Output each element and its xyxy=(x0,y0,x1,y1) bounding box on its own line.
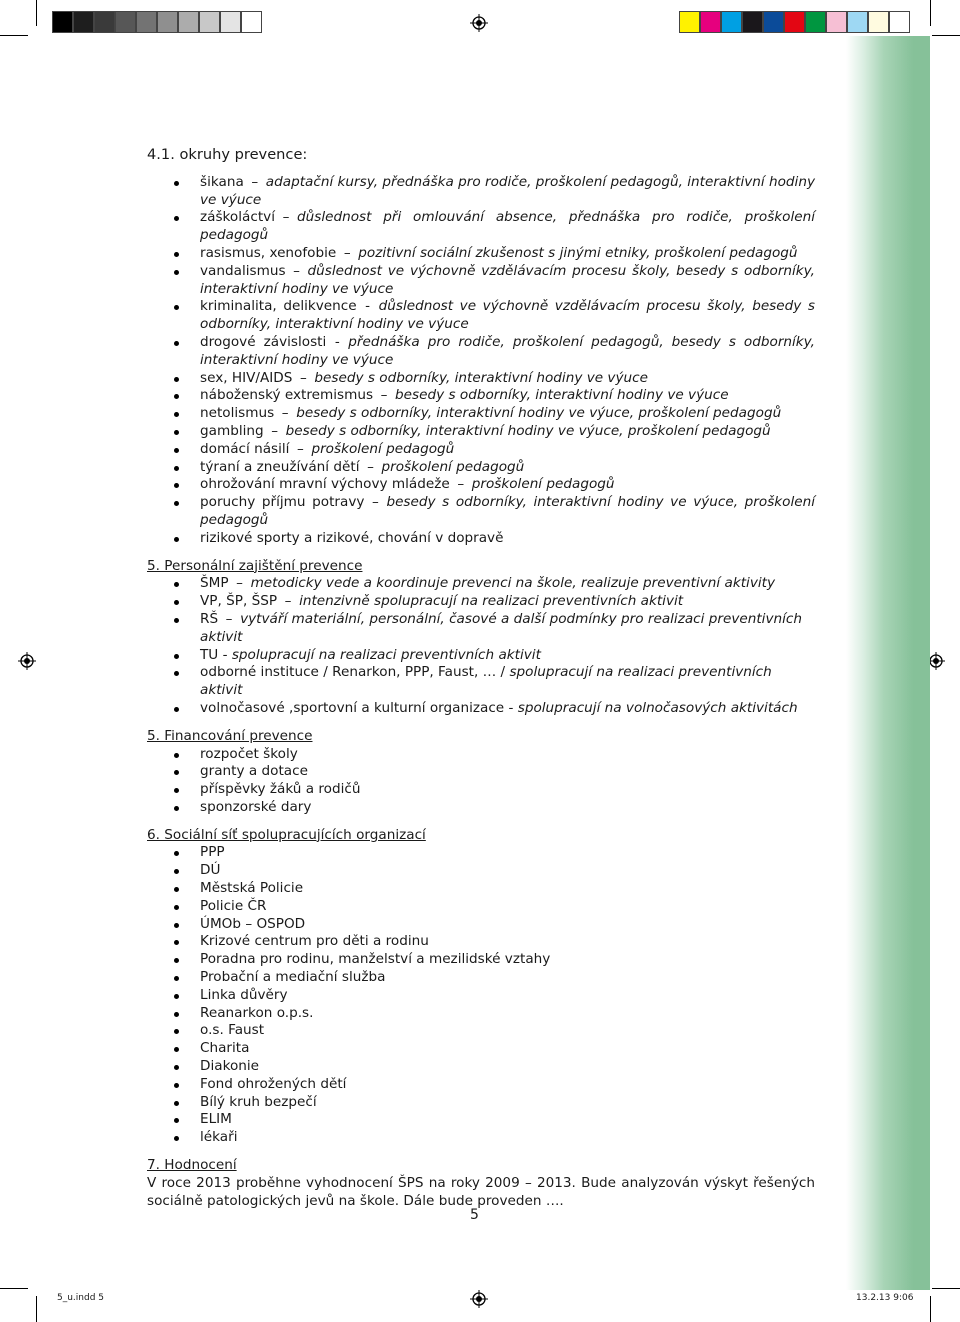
list-item: DÚ xyxy=(147,862,815,880)
item-measures: vytváří materiální, personální, časové a další podmínky pro realizaci preventivních aktivit xyxy=(200,610,802,645)
color-swatch xyxy=(700,11,721,33)
list-item xyxy=(147,174,815,210)
color-swatch xyxy=(784,11,805,33)
item-measures: besedy s odborníky, interaktivní hodiny ve výuce xyxy=(314,369,648,386)
item-separator: - xyxy=(365,298,371,315)
item-topic: domácí násilí xyxy=(200,440,290,457)
slug-file-name: 5_u.indd 5 xyxy=(57,1293,105,1303)
color-swatch xyxy=(868,11,889,33)
crop-mark xyxy=(36,0,37,26)
item-topic: vandalismus xyxy=(200,262,286,279)
item-topic: rasismus, xenofobie xyxy=(200,244,337,261)
gray-swatch xyxy=(73,11,94,33)
list-item xyxy=(147,611,815,647)
item-measures: adaptační kursy, přednáška pro rodiče, proškolení pedagogů, interaktivní hodiny ve výuce xyxy=(200,173,815,208)
crop-mark xyxy=(930,1296,931,1322)
color-swatch xyxy=(763,11,784,33)
section-title-prevention-areas: 4.1. okruhy prevence: xyxy=(147,146,308,163)
item-separator: – xyxy=(372,494,379,511)
item-measures: proškolení pedagogů xyxy=(381,458,525,475)
item-topic: sex, HIV/AIDS xyxy=(200,369,293,386)
list-item: Krizové centrum pro děti a rodinu xyxy=(147,933,815,951)
gray-swatch xyxy=(115,11,136,33)
item-measures: proškolení pedagogů xyxy=(311,440,455,457)
item-separator: – xyxy=(380,387,388,404)
list-item: Probační a mediační služba xyxy=(147,969,815,987)
list-item xyxy=(147,664,815,700)
list-item xyxy=(147,647,815,665)
item-separator: – xyxy=(293,262,300,279)
list-item xyxy=(147,370,815,388)
item-measures: besedy s odborníky, interaktivní hodiny ve výuce, proškolení pedagogů xyxy=(296,405,782,422)
item-separator: – xyxy=(281,405,289,422)
list-item xyxy=(147,334,815,370)
list-item: o.s. Faust xyxy=(147,1022,815,1040)
item-topic: poruchy příjmu potravy xyxy=(200,494,365,511)
list-item xyxy=(147,263,815,299)
color-swatch xyxy=(742,11,763,33)
list-item: granty a dotace xyxy=(147,763,815,781)
list-item: Diakonie xyxy=(147,1058,815,1076)
item-topic: týraní a zneužívání dětí xyxy=(200,458,360,475)
list-item xyxy=(147,387,815,405)
item-measures: intenzivně spolupracují na realizaci preventivních aktivit xyxy=(299,593,684,610)
list-item: příspěvky žáků a rodičů xyxy=(147,781,815,799)
evaluation-text: V roce 2013 proběhne vyhodnocení ŠPS na roky 2009 – 2013. Bude analyzován výskyt řešených sociálně patologických jevů na škole. Dále bude proveden …. xyxy=(147,1174,815,1209)
item-topic: netolismus xyxy=(200,405,275,422)
list-item: Policie ČR xyxy=(147,898,815,916)
section-title-staffing: 5. Personální zajištění prevence xyxy=(147,557,363,574)
list-item xyxy=(147,405,815,423)
page-number: 5 xyxy=(470,1207,479,1223)
item-topic: odborné instituce / Renarkon, PPP, Faust, … / xyxy=(200,664,506,681)
item-measures: besedy s odborníky, interaktivní hodiny ve výuce, proškolení pedagogů xyxy=(200,494,816,528)
list-item xyxy=(147,593,815,611)
decorative-green-strip xyxy=(846,36,930,1290)
prevention-areas-list xyxy=(147,174,815,548)
item-measures: důslednost ve výchovně vzdělávacím procesu školy, besedy s odborníky, interaktivní hodiny ve výuce xyxy=(200,262,815,297)
list-item xyxy=(147,209,815,245)
list-item: PPP xyxy=(147,844,815,862)
list-item xyxy=(147,494,815,530)
item-separator: – xyxy=(367,458,374,475)
item-separator: – xyxy=(251,173,259,190)
list-item: ÚMOb – OSPOD xyxy=(147,916,815,934)
color-swatch xyxy=(826,11,847,33)
item-measures: spolupracují na volnočasových aktivitách xyxy=(517,699,798,716)
organizations-list xyxy=(147,844,815,1147)
list-item: Reanarkon o.p.s. xyxy=(147,1005,815,1023)
item-measures: důslednost při omlouvání absence, přednáška pro rodiče, proškolení pedagogů xyxy=(200,209,815,244)
gray-swatch xyxy=(199,11,220,33)
crop-mark xyxy=(0,35,28,36)
item-topic: VP, ŠP, ŠSP xyxy=(200,593,278,610)
section-title-social-network: 6. Sociální síť spolupracujících organizací xyxy=(147,826,426,843)
registration-mark-left-icon xyxy=(18,652,36,670)
gray-swatch xyxy=(220,11,241,33)
item-separator: – xyxy=(271,422,279,439)
crop-mark xyxy=(0,1288,28,1289)
list-item: ELIM xyxy=(147,1111,815,1129)
item-measures: důslednost ve výchovně vzdělávacím procesu školy, besedy s odborníky, interaktivní hodiny ve výuce xyxy=(200,298,815,333)
item-topic: gambling xyxy=(200,422,264,439)
item-separator: – xyxy=(284,593,292,610)
item-topic: volnočasové ,sportovní a kulturní organizace - xyxy=(200,699,514,716)
financing-list xyxy=(147,746,815,817)
color-swatch xyxy=(889,11,910,33)
list-item xyxy=(147,700,815,718)
gray-swatch xyxy=(136,11,157,33)
list-item: Charita xyxy=(147,1040,815,1058)
list-item xyxy=(147,245,815,263)
item-measures: spolupracují na realizaci preventivních aktivit xyxy=(200,664,772,699)
item-measures: besedy s odborníky, interaktivní hodiny ve výuce, proškolení pedagogů xyxy=(285,422,771,439)
item-separator: – xyxy=(457,476,465,493)
crop-mark xyxy=(36,1296,37,1322)
list-item xyxy=(147,476,815,494)
item-separator: – xyxy=(300,369,307,386)
gray-swatch xyxy=(157,11,178,33)
registration-mark-bottom-icon xyxy=(470,1290,488,1308)
gray-swatch xyxy=(52,11,73,33)
list-item: Linka důvěry xyxy=(147,987,815,1005)
item-topic: kriminalita, delikvence xyxy=(200,298,357,315)
list-item: Fond ohrožených dětí xyxy=(147,1076,815,1094)
list-item xyxy=(147,441,815,459)
gray-swatch xyxy=(241,11,262,33)
crop-mark xyxy=(932,35,960,36)
item-topic: záškoláctví xyxy=(200,209,275,226)
item-topic: TU - xyxy=(200,646,228,663)
item-topic: ohrožování mravní výchovy mládeže xyxy=(200,476,450,493)
color-swatch xyxy=(847,11,868,33)
item-separator: – xyxy=(282,209,290,226)
crop-mark xyxy=(930,0,931,26)
item-measures: proškolení pedagogů xyxy=(471,476,615,493)
list-item: sponzorské dary xyxy=(147,799,815,817)
document-body xyxy=(147,146,815,1210)
item-measures: besedy s odborníky, interaktivní hodiny ve výuce xyxy=(395,387,729,404)
color-swatch xyxy=(721,11,742,33)
item-separator: - xyxy=(334,333,340,350)
gray-swatch xyxy=(94,11,115,33)
list-item xyxy=(147,459,815,477)
item-separator: – xyxy=(225,610,233,627)
grayscale-color-bar xyxy=(52,11,262,33)
color-swatch xyxy=(805,11,826,33)
list-item: Bílý kruh bezpečí xyxy=(147,1094,815,1112)
color-swatch xyxy=(679,11,700,33)
item-topic: ŠMP xyxy=(200,575,229,592)
item-separator: – xyxy=(297,440,304,457)
item-separator: – xyxy=(343,244,351,261)
list-item: lékaři xyxy=(147,1129,815,1147)
item-measures: pozitivní sociální zkušenost s jinými etniky, proškolení pedagogů xyxy=(358,244,798,261)
list-item xyxy=(147,298,815,334)
item-measures: metodicky vede a koordinuje prevenci na škole, realizuje preventivní aktivity xyxy=(250,575,776,592)
item-measures: přednáška pro rodiče, proškolení pedagogů, besedy s odborníky, interaktivní hodiny ve výuce xyxy=(200,333,815,368)
list-item xyxy=(147,575,815,593)
list-item: rozpočet školy xyxy=(147,746,815,764)
item-topic: rizikové sporty a rizikové, chování v dopravě xyxy=(200,529,504,546)
cmyk-color-bar xyxy=(679,11,910,33)
list-item: Poradna pro rodinu, manželství a mezilidské vztahy xyxy=(147,951,815,969)
section-title-financing: 5. Financování prevence xyxy=(147,727,313,744)
slug-date: 13.2.13 9:06 xyxy=(856,1293,914,1303)
item-topic: šikana xyxy=(200,173,244,190)
gray-swatch xyxy=(178,11,199,33)
list-item: Městská Policie xyxy=(147,880,815,898)
item-separator: – xyxy=(236,575,243,592)
list-item xyxy=(147,530,815,548)
staffing-list xyxy=(147,575,815,717)
section-title-evaluation: 7. Hodnocení xyxy=(147,1157,237,1174)
list-item xyxy=(147,423,815,441)
crop-mark xyxy=(932,1288,960,1289)
item-topic: náboženský extremismus xyxy=(200,387,374,404)
item-topic: drogové závislosti xyxy=(200,333,327,350)
item-topic: RŠ xyxy=(200,610,219,627)
item-measures: spolupracují na realizaci preventivních aktivit xyxy=(231,646,541,663)
registration-mark-top-icon xyxy=(470,14,488,32)
